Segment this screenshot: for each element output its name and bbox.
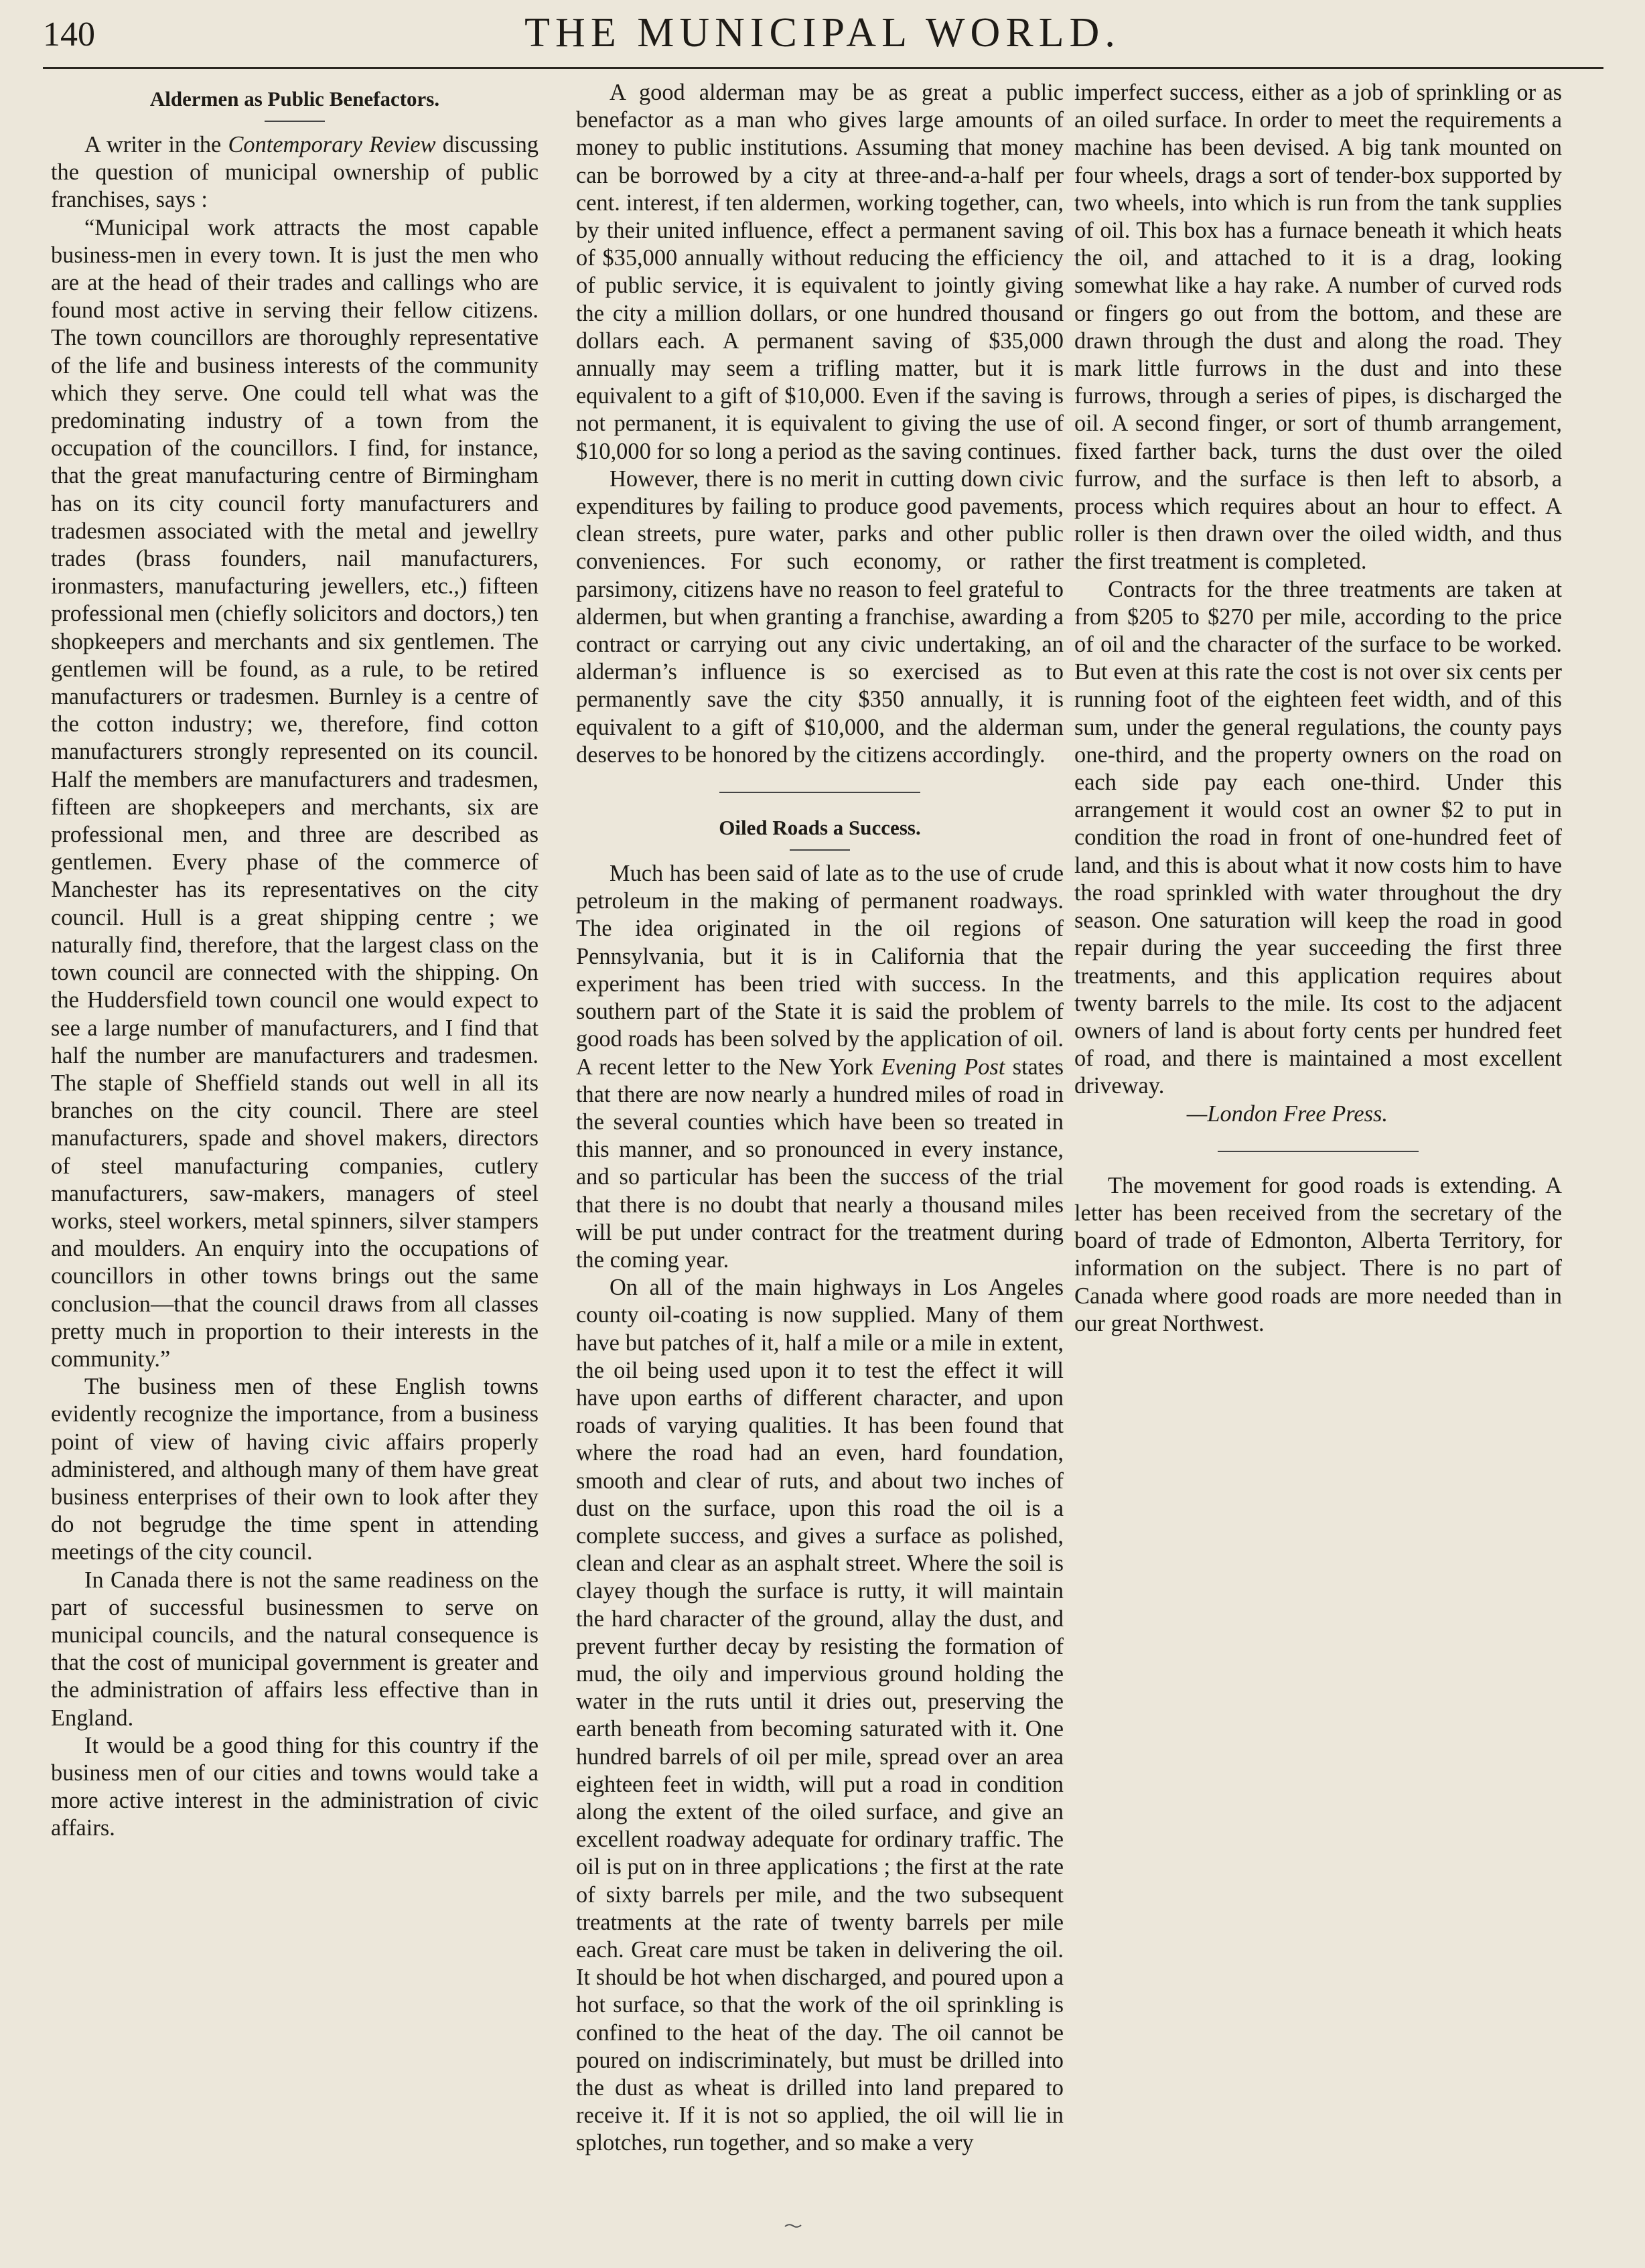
paragraph: A good alderman may be as great a public benefactor as a man who gives large amounts of money to public institutions. Assuming that money can be borrowed by a city at three-and-a-half per cent. interest, if ten aldermen, working together, can, by their united influence, effect a permanent saving of $35,000 annually without reducing the efficiency of public service, it is equivalent to jointly giving the city a million dollars, or one hundred thousand dollars each. A permanent saving of $35,000 annually may seem a trifling matter, but it is equivalent to a gift of $10,000. Even if the saving is not permanent, it is equivalent to giving the use of $10,000 for so long a period as the saving continues. xyxy=(576,80,1064,464)
running-head: THE MUNICIPAL WORLD. xyxy=(524,10,1121,56)
header-rule xyxy=(43,67,1603,69)
paragraph: “Municipal work attracts the most capable business-men in every town. It is just the men who are at the head of their trades and callings who are found most active in serving their fellow citizens. The town councillors are thoroughly representative of the life and business interests of the community which they serve. One could tell what was the predominating industry of a town from the occupation of the councillors. I find, for instance, that the great manufacturing centre of Birmingham has on its city council forty manufacturers and tradesmen associated with the metal and jewellry trades (brass founders, nail manufacturers, ironmasters, manufacturing jewellers, etc.,) fifteen professional men (chiefly solicitors and doctors,) ten shopkeepers and merchants and six gentlemen. The gentlemen will be found, as a rule, to be retired manufacturers or tradesmen. Burnley is a centre of the cotton industry; we, therefore, find cotton manufacturers strongly represented on its council. Half the members are manufacturers and tradesmen, fifteen are shopkeepers and merchants, six are professional men, and three are described as gentlemen. Every phase of the commerce of Manchester has its representatives on the city council. Hull is a great shipping centre ; we naturally find, therefore, that the largest class on the town council are connected with the shipping. On the Huddersfield town council one would expect to see a large number of manufacturers, and I find that half the number are manufacturers and tradesmen. The staple of Sheffield stands out well in all its branches on the city council. There are steel manufacturers, spade and shovel makers, directors of steel manufacturing companies, cutlery manufacturers, saw-makers, managers of steel works, steel workers, metal spinners, silver stampers and moulders. An enquiry into the occupations of councillors in other towns brings out the same conclusion—that the council draws from all classes pretty much in proportion to their interests in the community.” xyxy=(51,214,539,1372)
paragraph: However, there is no merit in cutting down civic expenditures by failing to produce good pavements, clean streets, pure water, parks and other public conveniences. For such economy, or rather parsimony, citizens have no reason to feel grateful to aldermen, but when granting a franchise, awarding a contract or carrying out any civic undertaking, an alderman’s influence is so exercised as to permanently save the city $350 annually, it is equivalent to a gift of $10,000, and the alderman deserves to be honored by the citizens accordingly. xyxy=(576,466,1064,768)
source-title: Evening Post xyxy=(881,1054,1005,1080)
paragraph: Contracts for the three treatments are taken at from $205 to $270 per mile, according to the price of oil and the character of the surface to be worked. But even at this rate the cost is not over six cents per running foot of the eighteen feet width, and of this sum, under the general regulations, the county pays one-third, and the property owners on the road on each side pay each one-third. Under this arrangement it would cost an owner $2 to put in condition the road in front of one-hundred feet of land, and this is about what it now costs him to have the road sprinkled with water throughout the dry season. One saturation will keep the road in good repair during the year succeeding the first three treatments, and this application requires about twenty barrels to the mile. Its cost to the adjacent owners of land is about forty cents per hundred feet of road, and there is maintained a most excellent driveway. xyxy=(1074,576,1562,1099)
column-3 xyxy=(1074,79,1562,1338)
paragraph-continued: imperfect success, either as a job of sprinkling or as an oiled surface. In order to meet the requirements a machine has been devised. A big tank mounted on four wheels, drags a sort of tender-box supported by two wheels, into which is run from the tank supplies of oil. This box has a furnace beneath it which heats the oil, and attached to it is a drag, looking somewhat like a hay rake. A number of curved rods or fingers go out from the bottom, and these are drawn through the dust and along the road. They mark little furrows in the dust and into these furrows, through a series of pipes, is discharged the oil. A second finger, or sort of thumb arrangement, fixed farther back, turns the dust over the oiled furrow, and the surface is then left to absorb, a process which requires about an hour to effect. A roller is then drawn over the oiled width, and thus the first treatment is completed. xyxy=(1074,80,1562,575)
article-heading-oiled-roads: Oiled Roads a Success. xyxy=(719,816,921,840)
paragraph: The business men of these English towns evidently recognize the importance, from a business point of view of having civic affairs properly administered, and although many of them have great business enterprises of their own to look after they do not begrudge the time spent in attending meetings of the city council. xyxy=(51,1374,539,1565)
column-2 xyxy=(576,79,1064,2157)
section-separator xyxy=(719,792,920,793)
column-1 xyxy=(51,79,539,1843)
page-number: 140 xyxy=(43,15,95,54)
article-signature: —London Free Press. xyxy=(1186,1101,1388,1127)
paragraph: Much has been said of late as to the use of crude petroleum in the making of permanent roadways. The idea originated in the oil regions of Pennsylvania, but it is in California that the experiment has been tried with success. In the southern part of the State it is said the problem of good roads has been solved by the application of oil. A recent letter to the New York Evening Post states that there are now nearly a hundred miles of road in the several counties which have been so treated in this manner, and so pronounced in every instance, and so particular has been the success of the trial that there is no doubt that nearly a thousand miles will be put under contract for the treatment during the coming year. xyxy=(576,861,1064,1273)
section-separator xyxy=(1218,1151,1419,1152)
article-intro: A writer in the Contemporary Review discussing the question of municipal ownership of public franchises, says : xyxy=(51,132,539,213)
footer-ornament xyxy=(784,2222,802,2229)
paragraph: In Canada there is not the same readiness on the part of successful businessmen to serve on municipal councils, and the natural consequence is that the cost of municipal government is greater and the administration of affairs less effective than in England. xyxy=(51,1567,539,1731)
paragraph: The movement for good roads is extending. A letter has been received from the secretary of the board of trade of Edmonton, Alberta Territory, for information on the subject. There is no part of Canada where good roads are more needed than in our great Northwest. xyxy=(1074,1172,1562,1336)
paragraph: It would be a good thing for this country if the business men of our cities and towns would take a more active interest in the administration of civic affairs. xyxy=(51,1732,539,1841)
paragraph: On all of the main highways in Los Angeles county oil-coating is now supplied. Many of them have but patches of it, half a mile or a mile in extent, the oil being used upon it to test the effect it will have upon earths of different character, and upon roads of varying qualities. It has been found that where the road had an even, hard foundation, smooth and clear of ruts, and about two inches of dust on the surface, upon this road the oil is a complete success, and gives a surface as polished, clean and clear as an asphalt street. Where the soil is clayey though the surface is rutty, it will maintain the hard character of the ground, allay the dust, and prevent further decay by resisting the formation of mud, the oily and impervious ground holding the water in the ruts until it dries out, preserving the earth beneath from becoming saturated with it. One hundred barrels of oil per mile, spread over an area eighteen feet in width, will put a road in condition along the extent of the oiled surface, and give an excellent roadway adequate for ordinary traffic. The oil is put on in three applications ; the first at the rate of sixty barrels per mile, and the two subsequent treatments at the rate of twenty barrels per mile each. Great care must be taken in delivering the oil. It should be hot when discharged, and poured upon a hot surface, so that the work of the oil sprinkling is confined to the heat of the day. The oil cannot be poured on indiscriminately, but must be drilled into the dust as wheat is drilled into land prepared to receive it. If it is not so applied, the oil will lie in splotches, run together, and so make a very xyxy=(576,1275,1064,2156)
heading-dash xyxy=(265,121,325,122)
page-header xyxy=(0,0,1645,74)
article-heading-aldermen: Aldermen as Public Benefactors. xyxy=(149,87,440,111)
heading-dash xyxy=(790,849,850,851)
source-title: Contemporary Review xyxy=(228,132,436,157)
